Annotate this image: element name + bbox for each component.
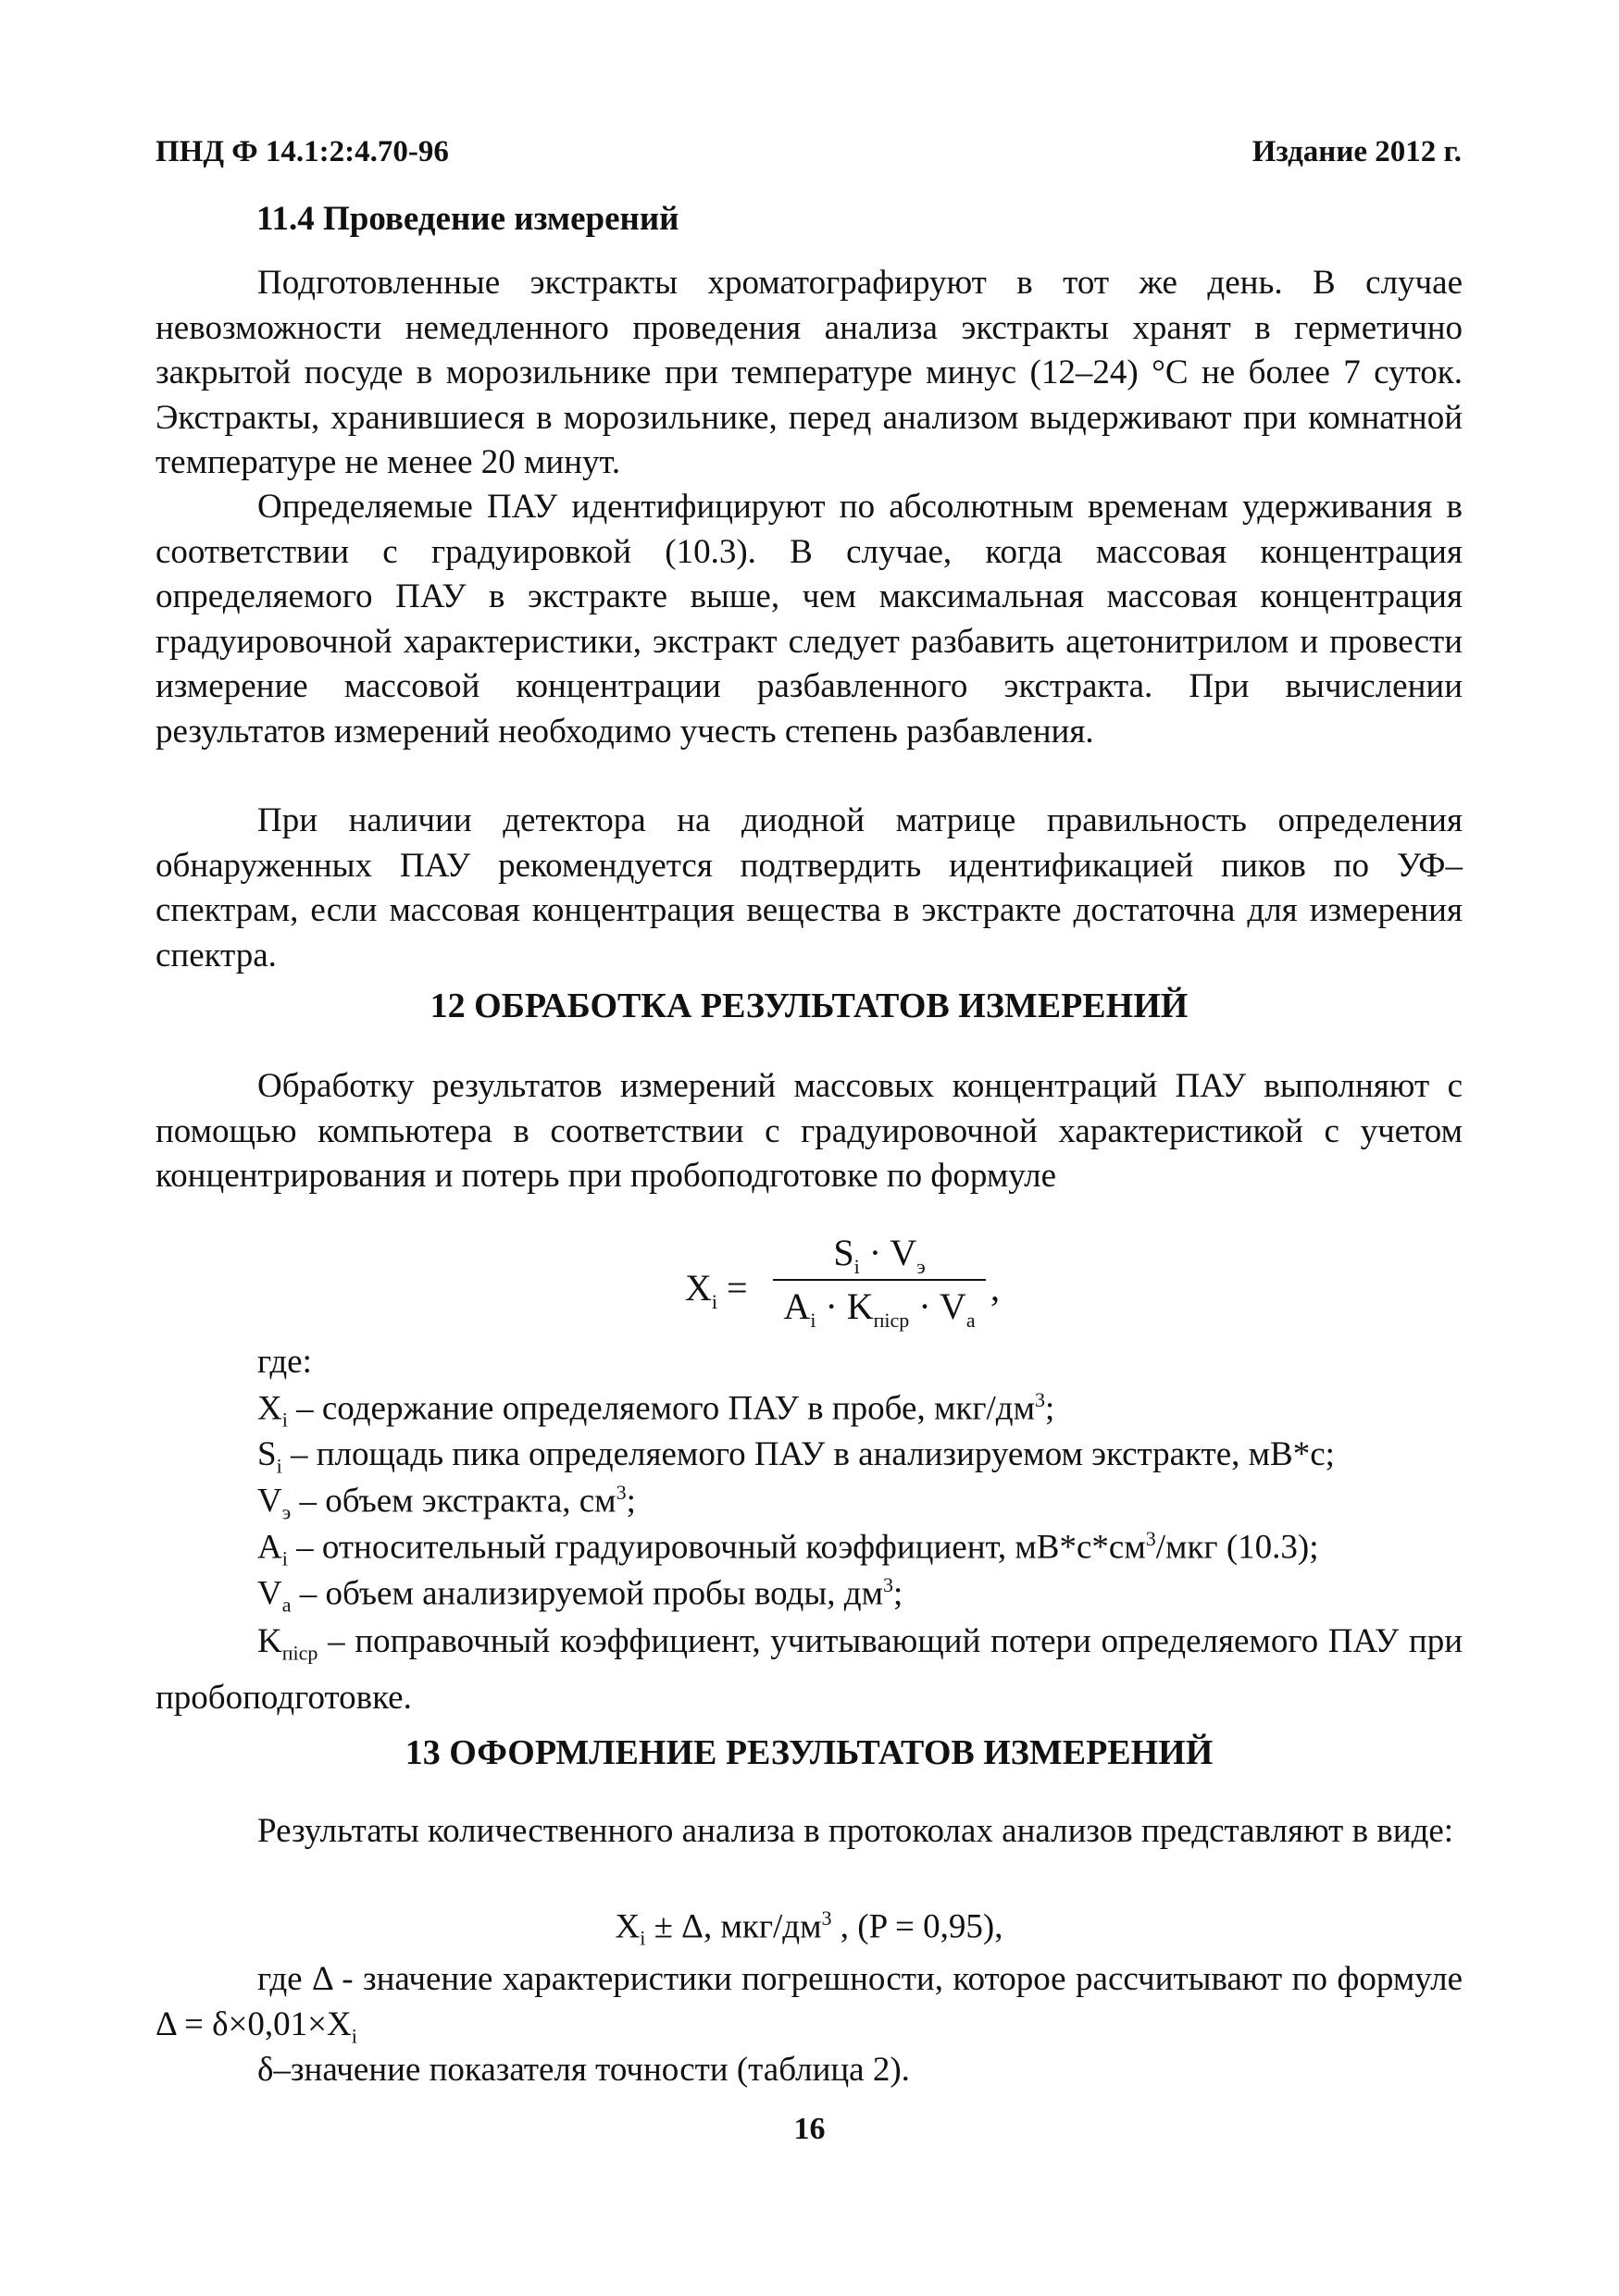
document-code: ПНД Ф 14.1:2:4.70-96 (156, 135, 449, 168)
result-formula: $X_i \pm \Delta$, мкг/$дм^3$ , (P = 0,95), (615, 1906, 1003, 1950)
fraction-bar (773, 1279, 986, 1281)
paragraph-storage: Подготовленные экстракты хроматографируют в тот же день. В случае невозможности немедленного проведения анализа экстракты хранят в герметично закрытой посуде в морозильнике при температуре минус (12–24) °С не более 7 суток. Экстракты, хранившиеся в морозильнике, перед анализом выдерживают при комнатной температуре не менее 20 минут. (156, 264, 1463, 481)
definition-ai: $A_i$ – относительный градуировочный коэффициент, $мВ*с*см^3$/мкг (10.3); (257, 1527, 1319, 1570)
section-11-4-title: 11.4 Проведение измерений (256, 200, 679, 238)
edition-label: Издание 2012 г. (1252, 135, 1462, 168)
page-number: 16 (793, 2112, 826, 2146)
paragraph-results-form: Результаты количественного анализа в протоколах анализов представляют в виде: (257, 1812, 1454, 1850)
section-13-title: 13 ОФОРМЛЕНИЕ РЕЗУЛЬТАТОВ ИЗМЕРЕНИЙ (405, 1733, 1214, 1772)
paragraph-uv-spectra: При наличии детектора на диодной матрице правильность определения обнаруженных ПАУ рекомендуется подтвердить идентификацией пиков по УФ–спектрам, если массовая концентрация вещества в экстракте достаточна для измерения спектра. (156, 801, 1463, 974)
definition-ve: $V_э$ – объем экстракта, $см^3$; (257, 1481, 636, 1524)
definition-va: $V_a$ – объем анализируемой пробы воды, $дм^3$; (257, 1573, 903, 1617)
definition-kpisp: $K_{пісp}$ – поправочный коэффициент, учитывающий потери определяемого ПАУ при пробоподготовке. (156, 1622, 1463, 1717)
delta-definition: δ–значение показателя точности (таблица 2). (257, 2051, 910, 2089)
paragraph-identification: Определяемые ПАУ идентифицируют по абсолютным временам удерживания в соответствии с градуировкой (10.3). В случае, когда массовая концентрация определяемого ПАУ в экстракте выше, чем максимальная массовая концентрация градуировочной характеристики, экстракт следует разбавить ацетонитрилом и провести измерение массовой концентрации разбавленного экстракта. При вычислении результатов измерений необходимо учесть степень разбавления. (156, 488, 1463, 751)
definition-si: $S_i$ – площадь пика определяемого ПАУ в анализируемом экстракте, мВ*с; (257, 1435, 1335, 1478)
paragraph-delta: где Δ - значение характеристики погрешности, которое рассчитывают по формуле $\Delta = \delta\times 0,01\times X_i$ (156, 1960, 1463, 2047)
section-12-title: 12 ОБРАБОТКА РЕЗУЛЬТАТОВ ИЗМЕРЕНИЙ (430, 987, 1189, 1025)
paragraph-processing: Обработку результатов измерений массовых концентраций ПАУ выполняют с помощью компьютера в соответствии с градуировочной характеристикой с учетом концентрирования и потерь при пробоподготовке по формуле (156, 1067, 1463, 1195)
where-label: где: (257, 1343, 312, 1381)
definition-xi: $X_i$ – содержание определяемого ПАУ в пробе, мкг/$дм^3$; (257, 1388, 1055, 1432)
